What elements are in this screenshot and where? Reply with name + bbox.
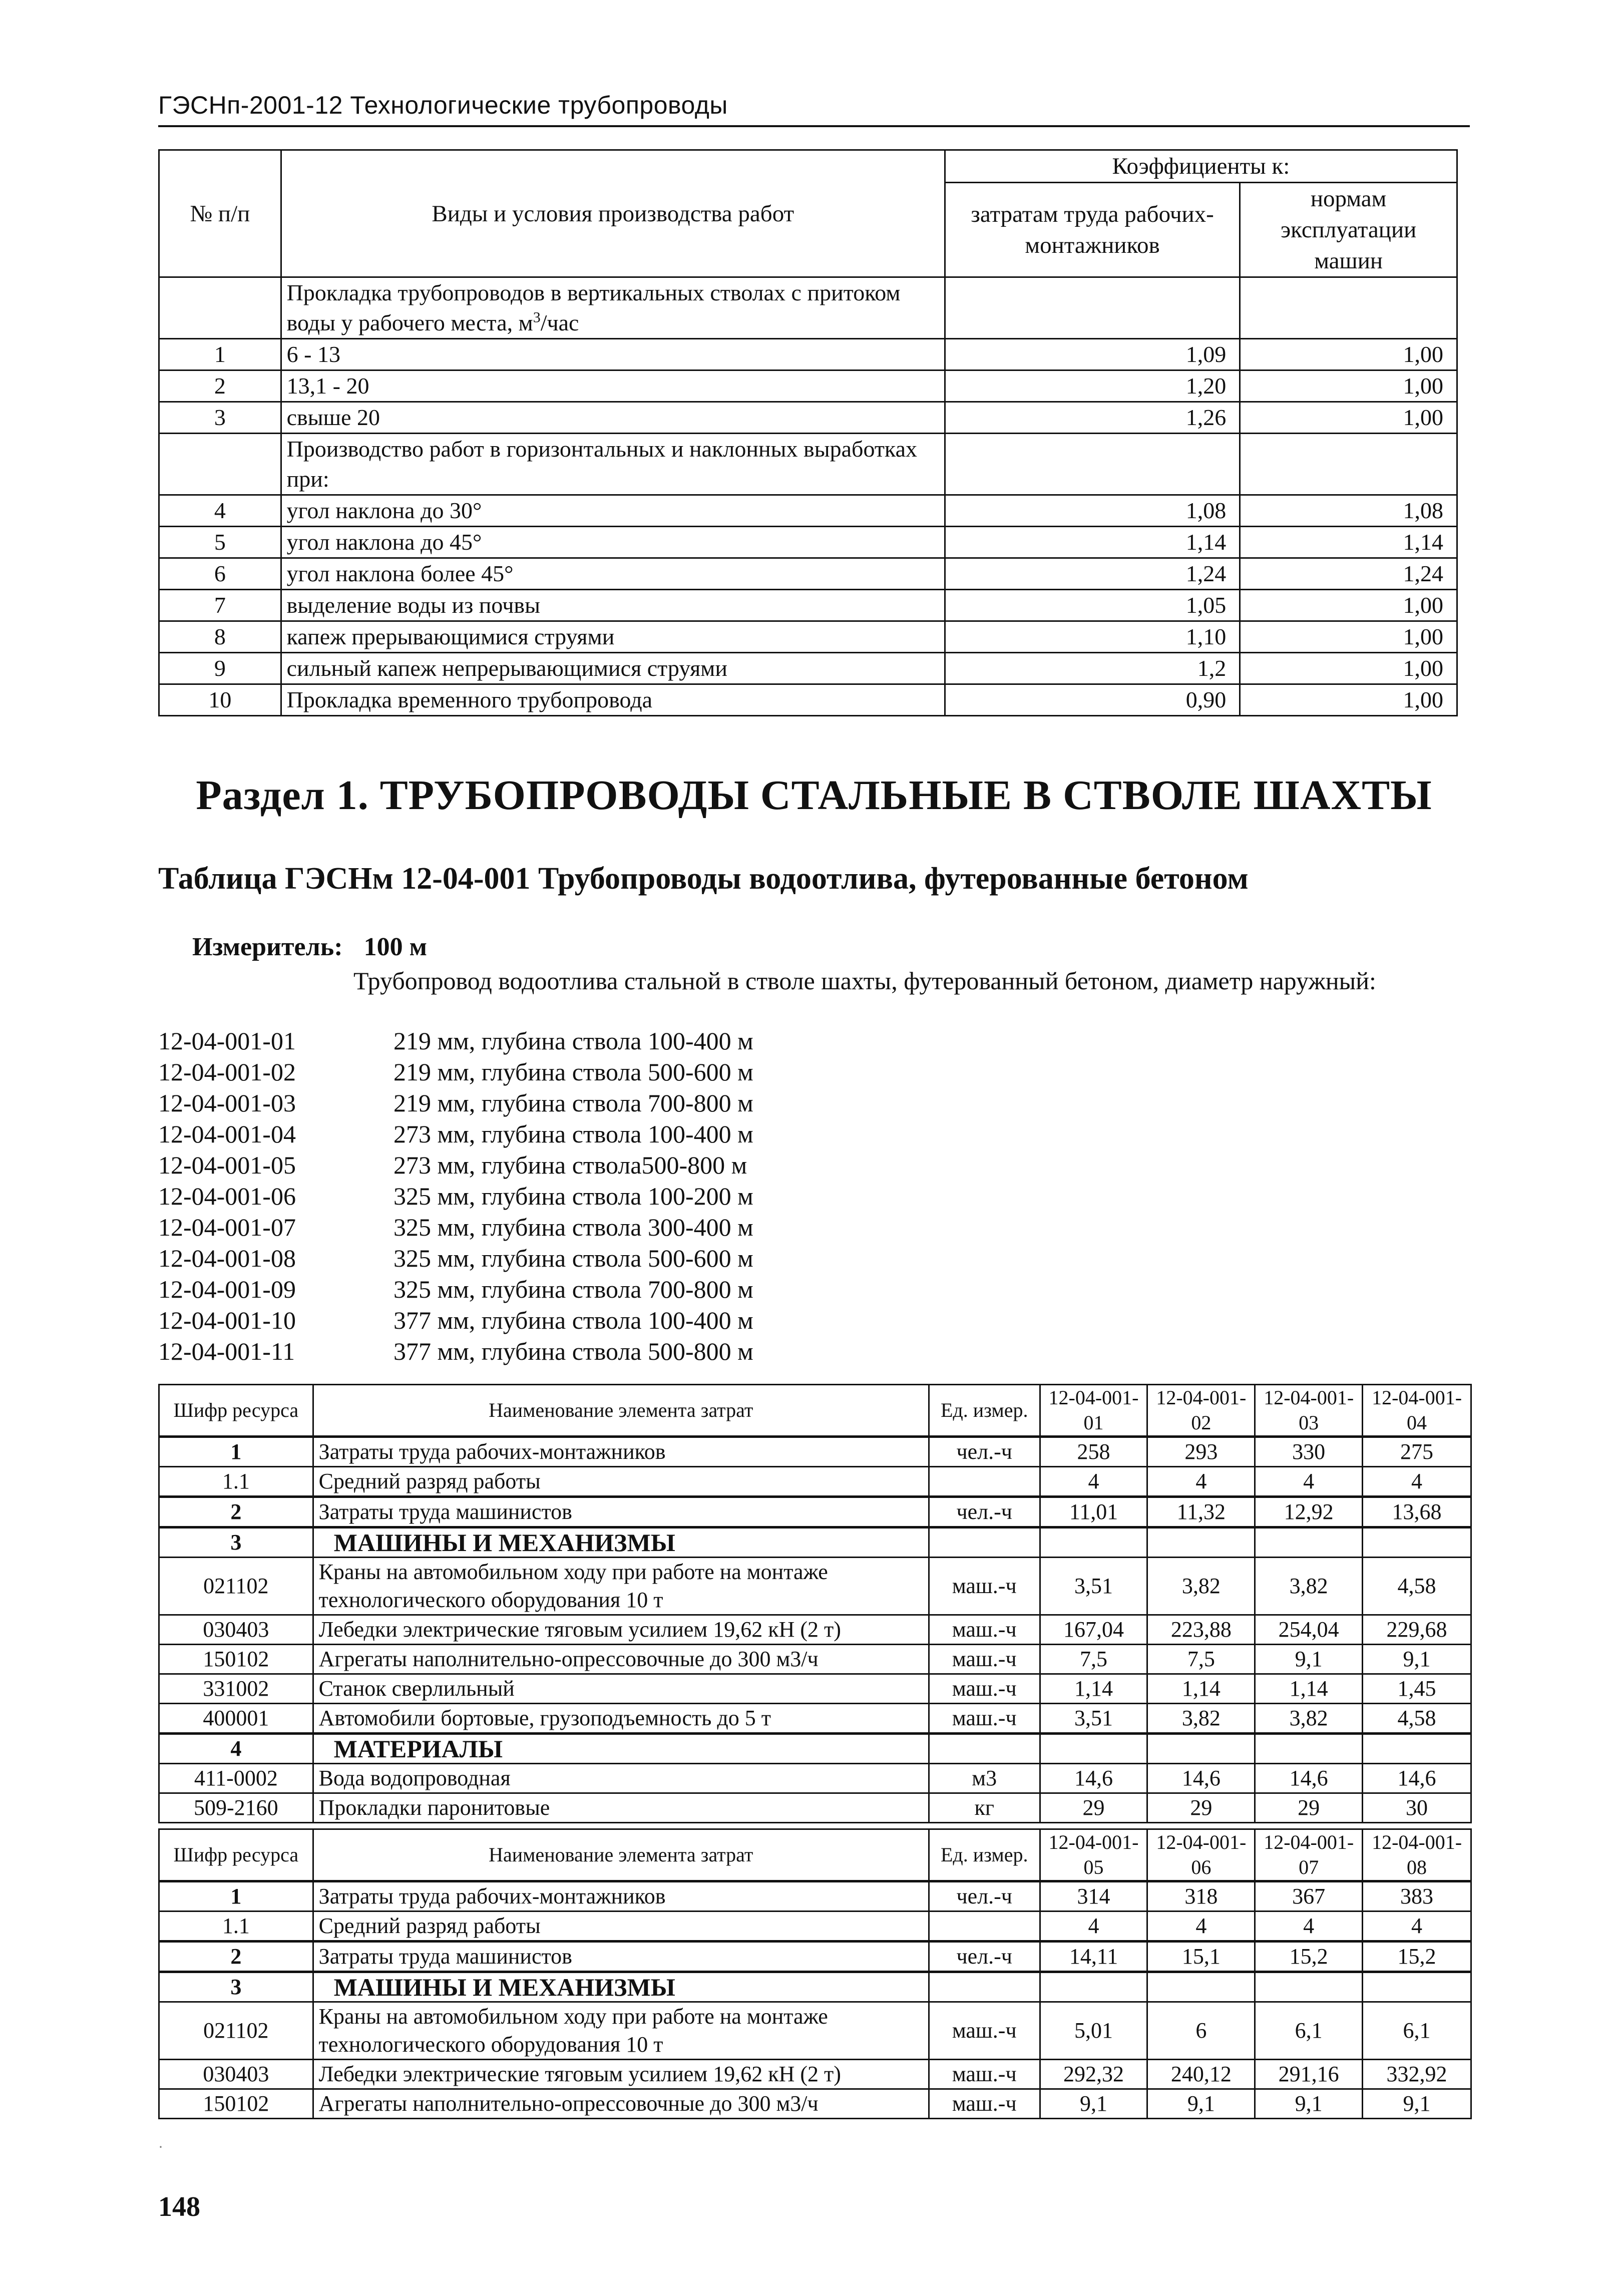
code-id: 12-04-001-11 [158,1337,295,1365]
res-value: 4 [1363,1911,1471,1942]
coef-row-type: капеж прерывающимися струями [281,621,945,653]
code-id: 12-04-001-09 [158,1275,296,1303]
col-header-coef: Коэффициенты к: [945,150,1457,183]
col-header-machines: нормам эксплуатации машин [1240,183,1457,277]
res-header-name: Наименование элемента затрат [313,1829,929,1881]
res-row [159,1645,1471,1674]
res-value [1255,1734,1363,1764]
res-header-norm: 12-04-001-01 [1040,1385,1147,1437]
res-value: 30 [1363,1793,1471,1823]
resource-table-2 [158,1828,1472,2119]
res-value [1040,1972,1147,2002]
col-header-num: № п/п [159,150,281,277]
res-value: 293 [1147,1437,1255,1467]
res-header-norm: 12-04-001-03 [1255,1385,1363,1437]
res-unit: маш.-ч [929,1704,1040,1734]
res-value: 254,04 [1255,1615,1363,1645]
group2-title: Производство работ в горизонтальных и наклонных выработках при: [281,434,945,495]
coef-row-machines: 1,00 [1240,653,1457,684]
res-header-norm: 12-04-001-05 [1040,1829,1147,1881]
coef-row-num: 6 [159,558,281,590]
res-value: 258 [1040,1437,1147,1467]
coef-row-type: 6 - 13 [281,339,945,370]
coef-row-type: 13,1 - 20 [281,370,945,402]
res-value: 318 [1147,1881,1255,1911]
meter-label: Измеритель: [192,933,343,961]
res-value: 14,11 [1040,1942,1147,1972]
res-code: 1 [159,1437,313,1467]
code-text: 219 мм, глубина ствола 100-400 м [393,1027,753,1055]
res-value [1147,1972,1255,2002]
res-value: 6,1 [1363,2002,1471,2060]
res-code: 1.1 [159,1911,313,1942]
coef-row-labor: 1,10 [945,621,1240,653]
res-value: 4 [1255,1911,1363,1942]
res-value: 314 [1040,1881,1147,1911]
res-unit [929,1911,1040,1942]
res-header-unit: Ед. измер. [929,1385,1040,1437]
code-id: 12-04-001-04 [158,1120,296,1148]
res-name: Краны на автомобильном ходу при работе на монтаже технологического оборудования 10 т [313,2002,929,2060]
res-value: 330 [1255,1437,1363,1467]
code-text: 325 мм, глубина ствола 300-400 м [393,1213,753,1241]
coef-row-type: угол наклона более 45° [281,558,945,590]
res-value: 3,82 [1147,1558,1255,1615]
code-text: 219 мм, глубина ствола 500-600 м [393,1058,753,1086]
code-item [158,1212,753,1243]
res-header-norm: 12-04-001-08 [1363,1829,1471,1881]
meter [192,932,427,962]
res-value: 3,82 [1255,1558,1363,1615]
res-value: 14,6 [1147,1764,1255,1793]
res-value: 229,68 [1363,1615,1471,1645]
res-row [159,1704,1471,1734]
code-text: 219 мм, глубина ствола 700-800 м [393,1089,753,1117]
coef-row [159,339,1457,370]
res-row [159,1734,1471,1764]
res-value [1255,1527,1363,1558]
res-value: 1,45 [1363,1674,1471,1704]
res-unit: маш.-ч [929,2060,1040,2089]
res-value: 3,51 [1040,1558,1147,1615]
res-value: 1,14 [1255,1674,1363,1704]
res-value: 6,1 [1255,2002,1363,2060]
res-value: 4 [1040,1467,1147,1497]
res-value [1040,1527,1147,1558]
code-text: 325 мм, глубина ствола 700-800 м [393,1275,753,1303]
res-name: МАТЕРИАЛЫ [313,1734,929,1764]
res-value: 14,6 [1363,1764,1471,1793]
res-value: 223,88 [1147,1615,1255,1645]
coef-row-num: 2 [159,370,281,402]
coef-row-type: угол наклона до 30° [281,495,945,527]
res-value: 1,14 [1040,1674,1147,1704]
coef-row-labor: 1,09 [945,339,1240,370]
res-value: 6 [1147,2002,1255,2060]
res-header-unit: Ед. измер. [929,1829,1040,1881]
code-text: 325 мм, глубина ствола 500-600 м [393,1244,753,1272]
coef-row-machines: 1,14 [1240,527,1457,558]
res-header-norm: 12-04-001-04 [1363,1385,1471,1437]
res-value: 240,12 [1147,2060,1255,2089]
res-unit: маш.-ч [929,1645,1040,1674]
res-value: 15,2 [1255,1942,1363,1972]
res-header-row [159,1829,1471,1881]
res-unit [929,1734,1040,1764]
res-value: 4 [1147,1467,1255,1497]
res-unit: чел.-ч [929,1942,1040,1972]
coef-row-labor: 1,14 [945,527,1240,558]
section-title: Раздел 1. ТРУБОПРОВОДЫ СТАЛЬНЫЕ В СТВОЛЕ ШАХТЫ [196,772,1432,819]
res-unit: маш.-ч [929,1558,1040,1615]
res-unit: маш.-ч [929,2002,1040,2060]
res-value: 4 [1363,1467,1471,1497]
res-value: 4 [1255,1467,1363,1497]
res-header-code: Шифр ресурса [159,1385,313,1437]
res-row [159,1558,1471,1615]
res-header-norm: 12-04-001-02 [1147,1385,1255,1437]
code-id: 12-04-001-06 [158,1182,296,1210]
code-item [158,1336,753,1367]
code-text: 377 мм, глубина ствола 500-800 м [393,1337,753,1365]
res-value: 383 [1363,1881,1471,1911]
res-unit: чел.-ч [929,1881,1040,1911]
res-value [1255,1972,1363,2002]
res-unit: чел.-ч [929,1437,1040,1467]
code-text: 325 мм, глубина ствола 100-200 м [393,1182,753,1210]
running-header: ГЭСНп-2001-12 Технологические трубопроводы [158,90,1470,127]
res-header-name: Наименование элемента затрат [313,1385,929,1437]
res-value: 9,1 [1147,2089,1255,2119]
col-header-type: Виды и условия производства работ [281,150,945,277]
coef-row [159,621,1457,653]
col-header-labor: затратам труда рабочих-монтажников [945,183,1240,277]
coef-row-num: 5 [159,527,281,558]
code-id: 12-04-001-07 [158,1213,296,1241]
res-name: Затраты труда рабочих-монтажников [313,1437,929,1467]
norm-description: Трубопровод водоотлива стальной в стволе шахты, футерованный бетоном, диаметр наружный: [353,967,1376,995]
code-id: 12-04-001-02 [158,1058,296,1086]
res-code: 3 [159,1527,313,1558]
res-value: 291,16 [1255,2060,1363,2089]
group-row [159,277,1457,339]
code-item [158,1150,753,1181]
coef-row-machines: 1,00 [1240,621,1457,653]
res-value: 3,51 [1040,1704,1147,1734]
res-value: 5,01 [1040,2002,1147,2060]
coef-row-labor: 1,08 [945,495,1240,527]
res-code: 4 [159,1734,313,1764]
coef-row-machines: 1,00 [1240,684,1457,716]
coef-row [159,558,1457,590]
res-value: 9,1 [1040,2089,1147,2119]
res-row [159,1497,1471,1527]
res-value: 4 [1040,1911,1147,1942]
code-text: 377 мм, глубина ствола 100-400 м [393,1306,753,1334]
res-value: 9,1 [1363,2089,1471,2119]
res-value: 12,92 [1255,1497,1363,1527]
coef-row-num: 1 [159,339,281,370]
res-code: 150102 [159,1645,313,1674]
coef-row [159,370,1457,402]
coef-row [159,495,1457,527]
res-name: Агрегаты наполнительно-опрессовочные до 300 м3/ч [313,2089,929,2119]
res-name: Средний разряд работы [313,1467,929,1497]
res-code: 331002 [159,1674,313,1704]
res-unit [929,1972,1040,2002]
res-row [159,1527,1471,1558]
res-row [159,2060,1471,2089]
res-name: МАШИНЫ И МЕХАНИЗМЫ [313,1527,929,1558]
code-item [158,1118,753,1150]
coef-row-type: свыше 20 [281,402,945,434]
res-value [1147,1527,1255,1558]
res-value: 11,01 [1040,1497,1147,1527]
res-value: 9,1 [1363,1645,1471,1674]
code-id: 12-04-001-10 [158,1306,296,1334]
res-code: 021102 [159,1558,313,1615]
res-value: 9,1 [1255,1645,1363,1674]
res-header-row [159,1385,1471,1437]
res-code: 509-2160 [159,1793,313,1823]
coef-row-num: 8 [159,621,281,653]
res-row [159,2089,1471,2119]
res-code: 030403 [159,2060,313,2089]
res-header-norm: 12-04-001-07 [1255,1829,1363,1881]
res-value: 3,82 [1255,1704,1363,1734]
code-id: 12-04-001-05 [158,1151,296,1179]
res-unit: чел.-ч [929,1497,1040,1527]
res-unit: маш.-ч [929,1674,1040,1704]
res-value: 4 [1147,1911,1255,1942]
coef-row [159,402,1457,434]
coef-row-labor: 1,24 [945,558,1240,590]
res-name: Затраты труда рабочих-монтажников [313,1881,929,1911]
coef-row-machines: 1,00 [1240,402,1457,434]
res-name: Краны на автомобильном ходу при работе на монтаже технологического оборудования 10 т [313,1558,929,1615]
res-value [1363,1734,1471,1764]
res-row [159,2002,1471,2060]
res-value: 7,5 [1147,1645,1255,1674]
coef-row-type: Прокладка временного трубопровода [281,684,945,716]
coef-row-num: 3 [159,402,281,434]
res-name: Средний разряд работы [313,1911,929,1942]
res-name: Затраты труда машинистов [313,1497,929,1527]
res-row [159,1881,1471,1911]
res-code: 3 [159,1972,313,2002]
group1-title: Прокладка трубопроводов в вертикальных стволах с притоком воды у рабочего места, $м^3$/час [281,277,945,339]
res-value: 1,14 [1147,1674,1255,1704]
meter-value: 100 м [363,933,428,961]
res-code: 2 [159,1497,313,1527]
res-value [1363,1527,1471,1558]
res-code: 030403 [159,1615,313,1645]
code-item [158,1056,753,1087]
res-unit [929,1467,1040,1497]
coefficient-table [158,149,1458,716]
res-row [159,1467,1471,1497]
res-value [1040,1734,1147,1764]
res-name: Прокладки паронитовые [313,1793,929,1823]
res-row [159,1764,1471,1793]
res-value: 332,92 [1363,2060,1471,2089]
coef-row-labor: 1,05 [945,590,1240,621]
coef-row-machines: 1,00 [1240,590,1457,621]
res-name: Станок сверлильный [313,1674,929,1704]
resource-table-1 [158,1384,1472,1823]
res-value: 9,1 [1255,2089,1363,2119]
coef-row-machines: 1,24 [1240,558,1457,590]
res-unit: маш.-ч [929,2089,1040,2119]
res-value: 7,5 [1040,1645,1147,1674]
coef-row-machines: 1,00 [1240,370,1457,402]
res-value: 367 [1255,1881,1363,1911]
res-row [159,1437,1471,1467]
res-value: 292,32 [1040,2060,1147,2089]
res-value: 4,58 [1363,1704,1471,1734]
res-name: Затраты труда машинистов [313,1942,929,1972]
res-unit: м3 [929,1764,1040,1793]
coef-row-type: сильный капеж непрерывающимися струями [281,653,945,684]
coef-row [159,653,1457,684]
res-value: 29 [1040,1793,1147,1823]
res-value: 11,32 [1147,1497,1255,1527]
res-code: 1 [159,1881,313,1911]
res-row [159,1911,1471,1942]
res-value: 14,6 [1040,1764,1147,1793]
res-value [1147,1734,1255,1764]
coef-row-type: угол наклона до 45° [281,527,945,558]
res-code: 2 [159,1942,313,1972]
coef-row-num: 4 [159,495,281,527]
res-value: 29 [1255,1793,1363,1823]
res-row [159,1972,1471,2002]
margin-dot: · [158,2139,163,2155]
res-header-code: Шифр ресурса [159,1829,313,1881]
table-title: Таблица ГЭСНм 12-04-001 Трубопроводы водоотлива, футерованные бетоном [158,862,1249,896]
res-value: 167,04 [1040,1615,1147,1645]
res-code: 150102 [159,2089,313,2119]
code-text: 273 мм, глубина ствола 100-400 м [393,1120,753,1148]
res-name: МАШИНЫ И МЕХАНИЗМЫ [313,1972,929,2002]
code-item [158,1025,753,1056]
code-text: 273 мм, глубина ствола500-800 м [393,1151,747,1179]
res-value: 3,82 [1147,1704,1255,1734]
res-value: 275 [1363,1437,1471,1467]
res-row [159,1942,1471,1972]
res-value: 15,1 [1147,1942,1255,1972]
code-id: 12-04-001-08 [158,1244,296,1272]
res-value: 29 [1147,1793,1255,1823]
code-item [158,1274,753,1305]
res-name: Лебедки электрические тяговым усилием 19,62 кН (2 т) [313,1615,929,1645]
res-name: Автомобили бортовые, грузоподъемность до 5 т [313,1704,929,1734]
code-item [158,1305,753,1336]
res-code: 400001 [159,1704,313,1734]
res-row [159,1674,1471,1704]
res-name: Вода водопроводная [313,1764,929,1793]
group-row [159,434,1457,495]
coef-row-labor: 0,90 [945,684,1240,716]
coef-row-type: выделение воды из почвы [281,590,945,621]
res-unit: кг [929,1793,1040,1823]
code-item [158,1087,753,1118]
res-name: Агрегаты наполнительно-опрессовочные до 300 м3/ч [313,1645,929,1674]
res-value: 14,6 [1255,1764,1363,1793]
coef-row-machines: 1,00 [1240,339,1457,370]
coef-row-num: 7 [159,590,281,621]
coef-row-labor: 1,2 [945,653,1240,684]
res-code: 411-0002 [159,1764,313,1793]
coef-row-machines: 1,08 [1240,495,1457,527]
coef-row [159,527,1457,558]
code-item [158,1243,753,1274]
coef-row-num: 10 [159,684,281,716]
code-item [158,1181,753,1212]
res-value: 4,58 [1363,1558,1471,1615]
res-value: 15,2 [1363,1942,1471,1972]
coef-row-labor: 1,26 [945,402,1240,434]
code-id: 12-04-001-01 [158,1027,296,1055]
res-unit [929,1527,1040,1558]
res-row [159,1793,1471,1823]
code-list [158,1025,753,1367]
coef-row [159,590,1457,621]
res-unit: маш.-ч [929,1615,1040,1645]
res-name: Лебедки электрические тяговым усилием 19,62 кН (2 т) [313,2060,929,2089]
coef-row [159,684,1457,716]
res-value [1363,1972,1471,2002]
res-row [159,1615,1471,1645]
res-header-norm: 12-04-001-06 [1147,1829,1255,1881]
coef-row-num: 9 [159,653,281,684]
coef-row-labor: 1,20 [945,370,1240,402]
res-value: 13,68 [1363,1497,1471,1527]
res-code: 021102 [159,2002,313,2060]
res-code: 1.1 [159,1467,313,1497]
page-number: 148 [158,2191,200,2222]
code-id: 12-04-001-03 [158,1089,296,1117]
